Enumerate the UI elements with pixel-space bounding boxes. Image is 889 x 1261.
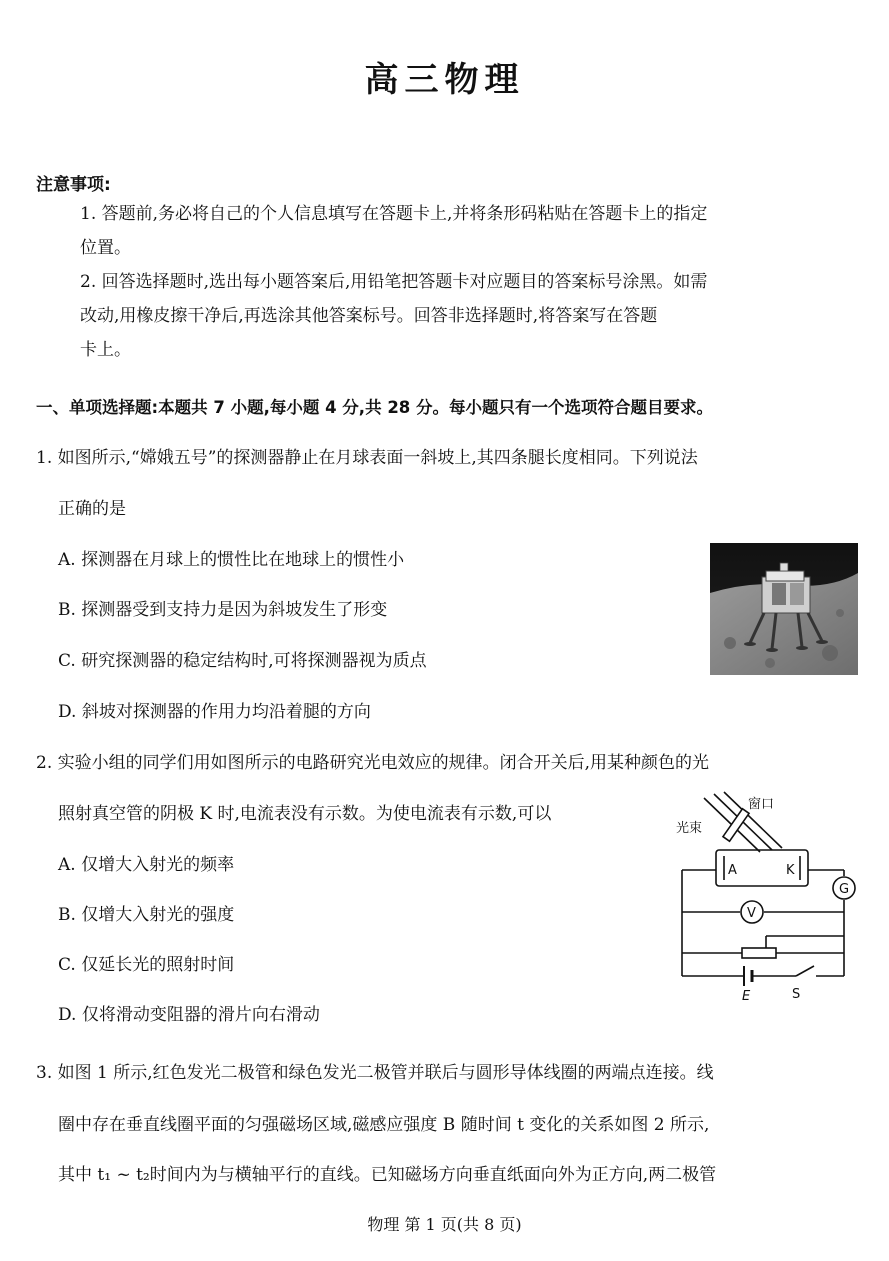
label-voltmeter: V [747,906,756,921]
label-emf: E [742,989,751,1000]
q3-stem-line-2: 圈中存在垂直线圈平面的匀强磁场区域,磁感应强度 B 随时间 t 变化的关系如图 2 所示, [58,1115,710,1135]
q2-option-d: D. 仅将滑动变阻器的滑片向右滑动 [58,1005,320,1025]
lunar-lander-photo [710,543,858,675]
q1-stem-line-1: 1. 如图所示,“嫦娥五号”的探测器静止在月球表面一斜坡上,其四条腿长度相同。下列说法 [36,448,698,468]
q2-option-a: A. 仅增大入射光的频率 [58,855,235,875]
q3-stem-line-1: 3. 如图 1 所示,红色发光二极管和绿色发光二极管并联后与圆形导体线圈的两端点连接。线 [36,1063,714,1083]
page-title: 高三物理 [364,60,525,100]
q2-option-c: C. 仅延长光的照射时间 [58,955,235,975]
label-cathode: K [786,863,795,878]
notice-item-2-line-2: 改动,用橡皮擦干净后,再选涂其他答案标号。回答非选择题时,将答案写在答题 [80,306,658,326]
q2-stem-line-1: 2. 实验小组的同学们用如图所示的电路研究光电效应的规律。闭合开关后,用某种颜色的光 [36,753,710,773]
page-footer: 物理 第 1 页(共 8 页) [367,1215,522,1234]
q1-option-b: B. 探测器受到支持力是因为斜坡发生了形变 [58,600,388,620]
notice-item-1-line-1: 1. 答题前,务必将自己的个人信息填写在答题卡上,并将条形码粘贴在答题卡上的指定 [80,204,708,224]
label-beam: 光束 [676,821,703,836]
switch-lever [796,966,814,976]
section-heading: 一、单项选择题:本题共 7 小题,每小题 4 分,共 28 分。每小题只有一个选项符合题目要求。 [36,398,714,417]
q1-option-c: C. 研究探测器的稳定结构时,可将探测器视为质点 [58,651,427,671]
q1-option-d: D. 斜坡对探测器的作用力均沿着腿的方向 [58,702,371,722]
notice-item-2-line-3: 卡上。 [80,340,131,360]
notice-item-2-line-1: 2. 回答选择题时,选出每小题答案后,用铅笔把答题卡对应题目的答案标号涂黑。如需 [80,272,708,292]
label-anode: A [728,863,737,878]
q3-stem-line-3: 其中 t₁ ~ t₂时间内为与横轴平行的直线。已知磁场方向垂直纸面向外为正方向,两二极管 [58,1165,717,1185]
q1-option-a: A. 探测器在月球上的惯性比在地球上的惯性小 [58,550,405,570]
q2-option-b: B. 仅增大入射光的强度 [58,905,235,925]
q2-stem-line-2: 照射真空管的阴极 K 时,电流表没有示数。为使电流表有示数,可以 [58,804,552,824]
label-galvanometer: G [839,882,850,897]
rheostat [742,948,776,958]
label-switch: S [792,987,801,1000]
q1-stem-line-2: 正确的是 [58,499,126,519]
notice-heading: 注意事项: [36,175,111,195]
photoelectric-circuit-diagram [668,790,868,1000]
label-window: 窗口 [748,797,775,812]
notice-item-1-line-2: 位置。 [80,238,131,258]
